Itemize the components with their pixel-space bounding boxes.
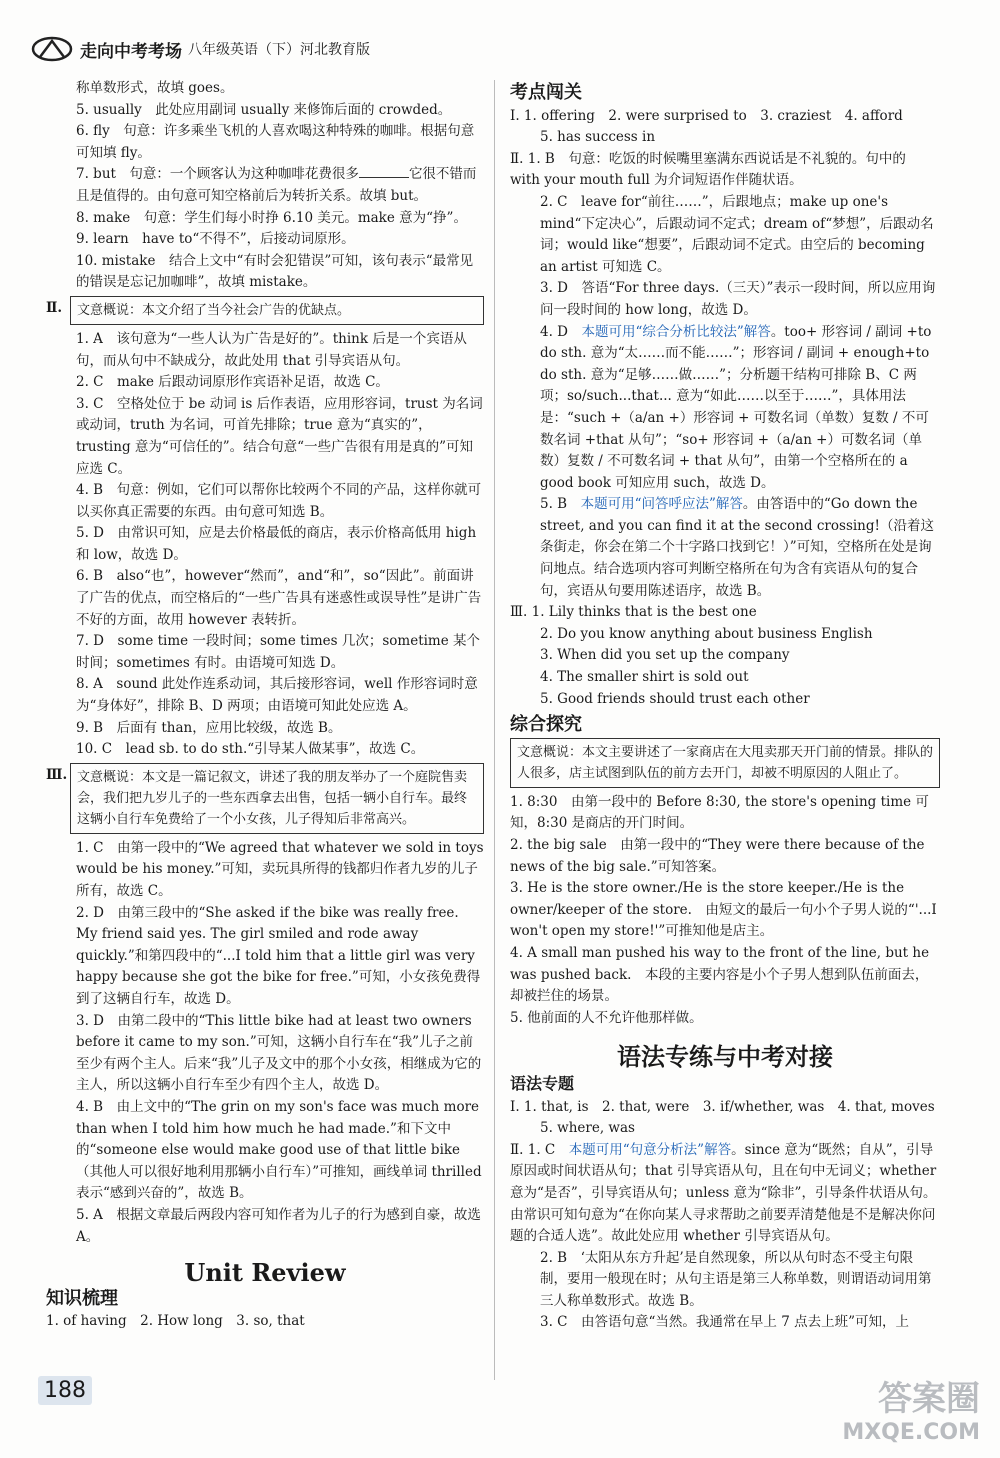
answer-item: 2. C make 后跟动词原形作宾语补足语，故选 C。 [76, 374, 389, 391]
answer-item [510, 1140, 940, 1248]
method-hint: 本题可用“问答呼应法”解答 [580, 496, 743, 513]
answer-line: 2. Do you know anything about business English [540, 625, 873, 642]
unit-review-title: Unit Review [184, 1258, 346, 1288]
answer-item: 4. B 句意：例如，它们可以帮你比较两个不同的产品，这样你就可以买你真正需要的东西。由句意可知选 B。 [76, 482, 482, 520]
answer-item: 6. B also“也”，however“然而”，and“和”，so“因此”。前面讲了广告的优点，而空格后的“一些广告具有迷惑性或误导性”是讲广告不好的方面，故用 however 表转折。 [76, 568, 482, 628]
answer-item: 2. the big sale 由第一段中的“They were there because of the news of the big sale.”可知答案。 [510, 837, 925, 875]
answer-item: 2. B ‘太阳从东方升起’是自然现象，所以从句时态不受主句限制，要用一般现在时；从句主语是第三人称单数，则谓语动词用第三人称单数形式。故选 B。 [540, 1249, 932, 1309]
answer-item [510, 494, 940, 602]
page-number: 188 [38, 1376, 92, 1405]
answer-item: 5. D 由常识可知，应是去价格最低的商店，表示价格高低用 high 和 low，故选 D。 [76, 525, 477, 563]
page-header [30, 34, 370, 64]
method-hint: 本题可用“综合分析比较法”解答 [581, 323, 771, 340]
section-label: Ⅲ. [46, 766, 68, 783]
answer-item: 4. B 由上文中的“The grin on my son's face was much more than when I told him how much he had made.”和下文中的“someone else would make good use of that little bike（其他人可以很好地利用那辆小自行车）”可推知，画线单词 thrilled 表示“感到兴奋的”，故选 B。 [76, 1098, 482, 1202]
grammar-title: 语法专练与中考对接 [617, 1043, 833, 1072]
answer-item: Ⅱ. 1. B 句意：吃饭的时候嘴里塞满东西说话是不礼貌的。句中的 with your mouth full 为介词短语作伴随状语。 [510, 150, 906, 189]
summary-box: 文意概说：本文介绍了当今社会广告的优缺点。 [70, 296, 484, 325]
answer-item: 5. A 根据文章最后两段内容可知作者为儿子的行为感到自豪，故选 A。 [76, 1206, 481, 1245]
answer-part: 7. but 句意：一个顾客认为这种咖啡花费很多 [76, 166, 359, 183]
answer-part: 5. B [540, 496, 581, 513]
book-logo-icon [30, 35, 74, 63]
answer-item: 3. C 由答语句意“当然。我通常在早上 7 点去上班”可知，上 [540, 1314, 909, 1331]
answer-part: 。since 意为“既然；自从”，引导原因或时间状语从句；that 引导宾语从句，且在句中无词义；whether 意为“是否”，引导宾语从句；unless 意为“除非”，引导条件状语从句。由常识可知句意为“在你向某人寻求帮助之前要弄清楚他是不是解决你问题的合适人选”。故此处应用 whether 引导宾语从句。 [510, 1141, 937, 1245]
answer-line: Ⅰ. 1. offering 2. were surprised to 3. craziest 4. afford [510, 107, 903, 124]
answer-item: 3. D 由第二段中的“This little bike had at least two owners before it came to my son.”可知，这辆小自行车在“我”儿子之前至少有两个主人。后来“我”儿子及文中的那个小女孩，相继成为它的主人，所以这辆小自行车至少有四个主人，故选 D。 [76, 1012, 482, 1094]
book-subtitle: 八年级英语（下）河北教育版 [188, 42, 370, 58]
answer-item: 1. 8:30 由第一段中的 Before 8:30, the store's opening time 可知，8:30 是商店的开门时间。 [510, 793, 929, 832]
method-hint: 本题可用“句意分析法”解答 [568, 1141, 732, 1158]
answer-line: Ⅲ. 1. Lily thinks that is the best one [510, 604, 757, 621]
summary-box: 文意概说：本文主要讲述了一家商店在大甩卖那天开门前的情景。排队的人很多，店主试图到队伍的前方去开门，却被不明原因的人阻止了。 [510, 738, 940, 788]
answer-part: 。由答语中的“Go down the street, and you can find it at the second crossing!（沿着这条街走，你会在第二个十字路口找到它！）”可知，空格所在处是询问地点。结合选项内容可判断空格所在句为含有宾语从句的复合句，宾语从句要用陈述语序，故选 B。 [540, 496, 934, 599]
answer-line: 6. fly 句意：许多乘坐飞机的人喜欢喝这种特殊的咖啡。根据句意可知填 fly。 [76, 123, 475, 161]
section-2 [46, 296, 484, 325]
answer-item: 1. C 由第一段中的“We agreed that whatever we sold in toys would be his money.”可知，卖玩具所得的钱都归作者九岁的儿子所有，故选 C。 [76, 839, 484, 899]
answer-line [46, 164, 484, 207]
answer-item: 3. He is the store owner./He is the store keeper./He is the owner/keeper of the store. 由短文的最后一句小个子男人说的“'...I won't open my store!'”可推知他是店主。 [510, 880, 937, 940]
answer-part: 。too+ 形容词 / 副词 +to do sth. 意为“太……而不能……”；形容词 / 副词 + enough+to do sth. 意为“足够……做……”；分析题干结构可排除 B、C 两项；so/such...that... 意为“如此……以至于……”，具体用法是：“such +（a/an +）形容词 + 可数名词（单数）复数 / 不可数名词 +that 从句”；“so+ 形容词 +（a/an +）可数名词（单数）复数 / 不可数名词 + that 从句”，由第一个空格所在的 a good book 可知应用 such，故选 D。 [540, 323, 932, 491]
answer-item: 2. D 由第三段中的“She asked if the bike was really free. My friend said yes. The girl smiled and rode away quickly.”和第四段中的“...I told him that a little girl was very happy because she got the bike for free.”可知，小女孩免费得到了这辆自行车，故选 D。 [76, 904, 481, 1007]
brand-title: 走向中考考场 [80, 41, 182, 62]
answer-line: 9. learn have to“不得不”，后接动词原形。 [76, 231, 355, 248]
answer-line: 1. of having 2. How long 3. so, that [46, 1313, 305, 1330]
blank-line [359, 177, 409, 178]
answer-item: 8. A sound 此处作连系动词，其后接形容词，well 作形容词时意为“身体好”，排除 B、D 两项；由语境可知此处应选 A。 [76, 676, 478, 715]
answer-part: Ⅱ. 1. C [510, 1141, 569, 1158]
answer-item: 1. A 该句意为“一些人认为广告是好的”。think 后是一个宾语从句，而从句中不缺成分，故此处用 that 引导宾语从句。 [76, 330, 467, 369]
answer-line: 5. where, was [540, 1120, 635, 1137]
watermark-logo [842, 1379, 980, 1450]
answer-item: 4. A small man pushed his way to the front of the line, but he was pushed back. 本段的主要内容是小个子男人想到队伍前面去，却被拦住的场景。 [510, 944, 930, 1005]
answer-item: 3. C 空格处位于 be 动词 is 后作表语，应用形容词，trust 为名词或动词，truth 为名词，可首先排除；true 意为“真实的”，trusting 意为“可信任的”。结合句意“一些广告很有用是真的”可知应选 C。 [76, 395, 483, 477]
left-column [46, 78, 484, 1333]
answer-line: 5. Good friends should trust each other [540, 690, 810, 707]
section-heading: 知识梳理 [46, 1287, 118, 1309]
answer-part: 4. D [540, 323, 582, 340]
answer-item: 2. C leave for“前往……”，后跟地点；make up one's mind“下定决心”，后跟动词不定式；dream of“梦想”，后跟动名词；would like“想要”，后跟动词不定式。由空后的 becoming an artist 可知选 C。 [540, 193, 934, 275]
answer-item: 7. D some time 一段时间；some times 几次；sometime 某个时间；sometimes 有时。由语境可知选 D。 [76, 633, 481, 671]
watermark-text: 答案圈 [878, 1379, 980, 1419]
answer-item: 10. C lead sb. to do sth.“引导某人做某事”，故选 C。 [76, 741, 425, 758]
section-3 [46, 763, 484, 834]
answer-line: 4. The smaller shirt is sold out [540, 669, 749, 686]
section-heading: 综合探究 [510, 714, 582, 736]
watermark-url: MXQE.COM [842, 1420, 980, 1445]
answer-line: 10. mistake 结合上文中“有时会犯错误”可知，该句表示“最常见的错误是忘记加咖啡”，故填 mistake。 [76, 252, 474, 291]
answer-line: 5. usually 此处应用副词 usually 来修饰后面的 crowded。 [76, 101, 452, 118]
answer-line: 称单数形式，故填 goes。 [76, 80, 234, 96]
answer-line: 3. When did you set up the company [540, 647, 790, 664]
right-column [510, 78, 940, 1334]
answer-item: 3. D 答语“For three days.（三天）”表示一段时间，所以应用询问一段时间的 how long，故选 D。 [540, 280, 936, 318]
summary-box: 文意概说：本文是一篇记叙文，讲述了我的朋友举办了一个庭院售卖会，我们把九岁儿子的一些东西拿去出售，包括一辆小自行车。最终这辆小自行车免费给了一个小女孩，儿子得知后非常高兴。 [70, 763, 484, 834]
answer-line: Ⅰ. 1. that, is 2. that, were 3. if/whether, was 4. that, moves [510, 1098, 935, 1115]
answer-line: 5. has success in [540, 129, 656, 146]
answer-item [510, 322, 940, 495]
answer-line: 8. make 句意：学生们每小时挣 6.10 美元。make 意为“挣”。 [76, 209, 467, 226]
column-divider [494, 80, 495, 1380]
answer-item: 5. 他前面的人不允许他那样做。 [510, 1009, 703, 1026]
answer-part: 它很不错而且是值得的。由句意可知空格前后为转折关系。故填 but。 [76, 166, 477, 204]
answer-item: 9. B 后面有 than，应用比较级，故选 B。 [76, 719, 342, 736]
section-label: Ⅱ. [46, 299, 63, 316]
section-heading: 考点闯关 [510, 82, 582, 103]
section-heading: 语法专题 [510, 1073, 575, 1093]
